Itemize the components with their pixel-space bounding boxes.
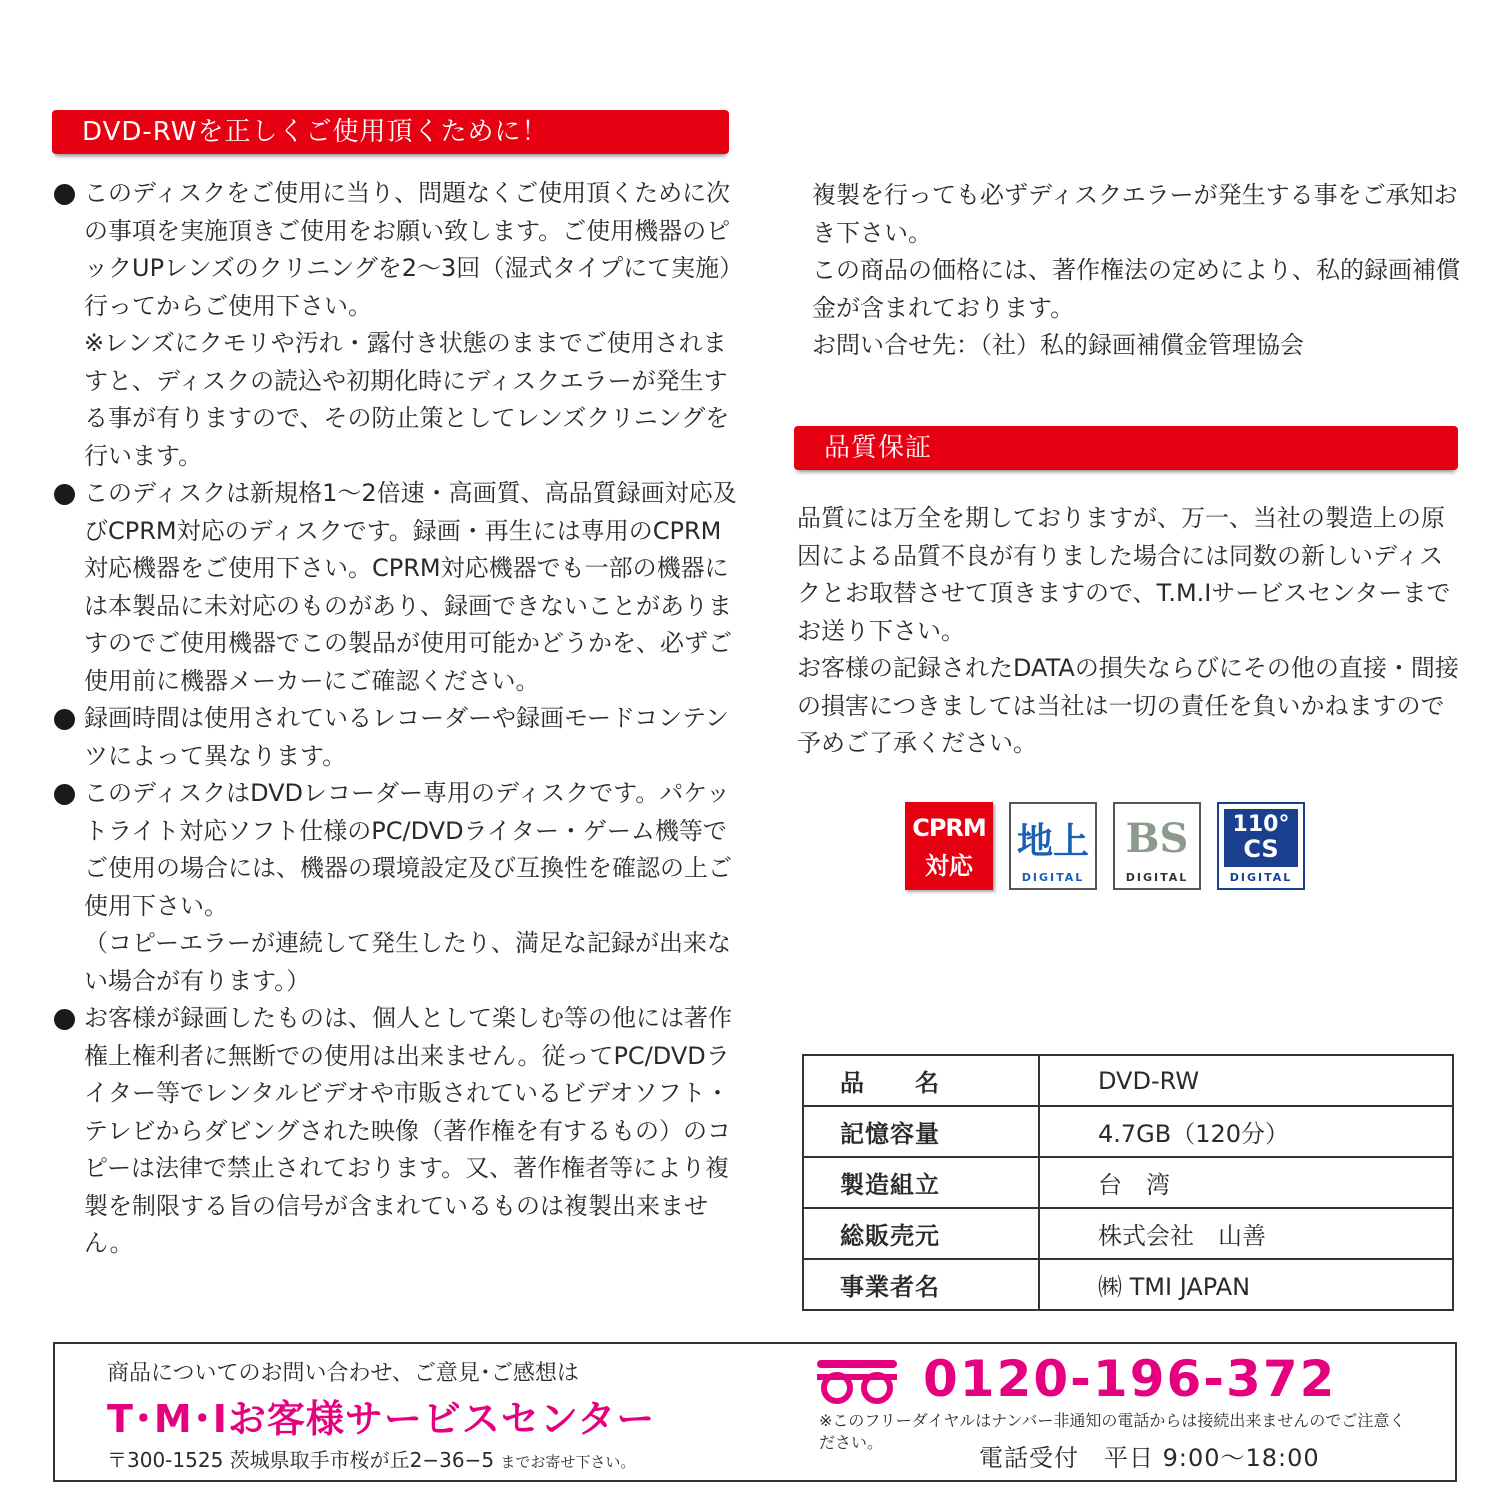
digital-label: DIGITAL (1229, 871, 1293, 884)
quality-text (797, 500, 1462, 763)
usage-notes-list (52, 175, 742, 1263)
cprm-logo-sublabel: 対応 (925, 852, 973, 880)
bullet-text: このディスクをご使用に当り、問題なくご使用頂くために次の事項を実施頂きご使用をお願い致します。ご使用機器のピックUPレンズのクリニングを2～3回（湿式タイプにて実施）行ってからご使用下さい。 (84, 179, 732, 320)
list-item (52, 775, 742, 1000)
address-text: 〒300-1525 茨城県取手市桜が丘2−36−5 (107, 1448, 495, 1472)
free-dial-icon (817, 1360, 897, 1404)
bullet-icon (54, 184, 75, 205)
compensation-text: この商品の価格には、著作権法の定めにより、私的録画補償金が含まれております。 (812, 256, 1460, 322)
spec-value: ㈱ TMI JAPAN (1039, 1259, 1453, 1310)
list-item (52, 700, 742, 775)
digital-label: DIGITAL (1021, 871, 1085, 884)
bullet-note: ※レンズにクモリや汚れ・露付き状態のままでご使用されますと、ディスクの読込や初期化時にディスクエラーが発生する事が有りますので、その防止策としてレンズクリニングを行います。 (84, 329, 730, 470)
bullet-icon (54, 784, 75, 805)
quality-paragraph: 品質には万全を期しておりますが、万一、当社の製造上の原因による品質不良が有りました場合には同数の新しいディスクとお取替させて頂きますので、T.M.Iサービスセンターまでお送り下さい。 (797, 504, 1451, 645)
bullet-text: 録画時間は使用されているレコーダーや録画モードコンテンツによって異なります。 (84, 704, 729, 770)
bullet-icon (54, 1009, 75, 1030)
bullet-note: （コピーエラーが連続して発生したり、満足な記録が出来ない場合が有ります。） (84, 929, 732, 995)
cs-digital-logo-icon (1217, 802, 1305, 890)
terrestrial-mark: 地上 (1016, 820, 1089, 862)
spec-label: 事業者名 (803, 1259, 1039, 1310)
table-row (803, 1055, 1453, 1106)
bullet-text: お客様が録画したものは、個人として楽しむ等の他には著作権上権利者に無断での使用は出来ません。従ってPC/DVDライター等でレンタルビデオや市販されているビデオソフト・テレビからダビングされた映像（著作権を有するもの）のコピーは法律で禁止されております。又、著作権者等により複製を制限する旨の信号が含まれているものは複製出来ません。 (84, 1004, 732, 1257)
copy-error-text: 複製を行っても必ずディスクエラーが発生する事をご承知おき下さい。 (812, 181, 1458, 247)
bullet-text: このディスクは新規格1～2倍速・高画質、高品質録画対応及びCPRM対応のディスクです。録画・再生には専用のCPRM対応機器をご使用下さい。CPRM対応機器でも一部の機器には本製品に未対応のものがあり、録画できないことがありますのでご使用機器でこの製品が使用可能かどうかを、必ずご使用前に機器メーカーにご確認ください。 (84, 479, 737, 695)
liability-paragraph: お客様の記録されたDATAの損失ならびにその他の直接・間接の損害につきましては当社は一切の責任を負いかねますので予めご了承ください。 (797, 654, 1459, 757)
cprm-logo-label: CPRM (912, 814, 986, 842)
phone-hours: 電話受付 平日 9:00～18:00 (979, 1444, 1320, 1472)
contact-address (107, 1444, 635, 1473)
bullet-icon (54, 484, 75, 505)
list-item (52, 475, 742, 700)
phone-number[interactable]: 0120-196-372 (923, 1350, 1337, 1408)
spec-label: 総販売元 (803, 1208, 1039, 1259)
table-row (803, 1106, 1453, 1157)
list-item (52, 175, 742, 475)
bullet-text: このディスクはDVDレコーダー専用のディスクです。パケットライト対応ソフト仕様のPC/DVDライター・ゲーム機等でご使用の場合には、機器の環境設定及び互換性を確認の上ご使用下さい。 (84, 779, 732, 920)
list-item (52, 1000, 742, 1263)
inquiry-text: お問い合せ先：（社）私的録画補償金管理協会 (812, 331, 1304, 359)
spec-value: 4.7GB（120分） (1039, 1106, 1453, 1157)
spec-label: 記憶容量 (803, 1106, 1039, 1157)
digital-label: DIGITAL (1125, 871, 1189, 884)
cprm-logo-icon (905, 802, 993, 890)
table-row (803, 1208, 1453, 1259)
bullet-icon (54, 709, 75, 730)
left-section-title: DVD-RWを正しくご使用頂くために！ (52, 110, 729, 154)
cs-mark-letters: CS (1243, 835, 1279, 863)
spec-label: 製造組立 (803, 1157, 1039, 1208)
spec-value: 台 湾 (1039, 1157, 1453, 1208)
service-center-name: T･M･Iお客様サービスセンター (107, 1397, 656, 1441)
cs-mark-degree: 110° (1232, 812, 1290, 837)
address-suffix: までお寄せ下さい。 (500, 1453, 636, 1471)
cs-mark (1224, 809, 1298, 867)
free-dial-note: ※このフリーダイヤルはナンバー非通知の電話からは接続出来ませんのでご注意ください。 (819, 1411, 1406, 1452)
quality-section-title: 品質保証 (794, 426, 1458, 470)
terrestrial-digital-logo-icon (1009, 802, 1097, 890)
spec-label: 品 名 (803, 1055, 1039, 1106)
contact-intro: 商品についてのお問い合わせ、ご意見･ご感想は (107, 1361, 579, 1386)
spec-value: DVD-RW (1039, 1055, 1453, 1106)
bs-digital-logo-icon (1113, 802, 1201, 890)
table-row (803, 1259, 1453, 1310)
copyright-continued (812, 177, 1462, 365)
contact-box (53, 1342, 1457, 1482)
spec-table (802, 1054, 1454, 1311)
spec-value: 株式会社 山善 (1039, 1208, 1453, 1259)
bs-mark: BS (1125, 814, 1189, 862)
table-row (803, 1157, 1453, 1208)
